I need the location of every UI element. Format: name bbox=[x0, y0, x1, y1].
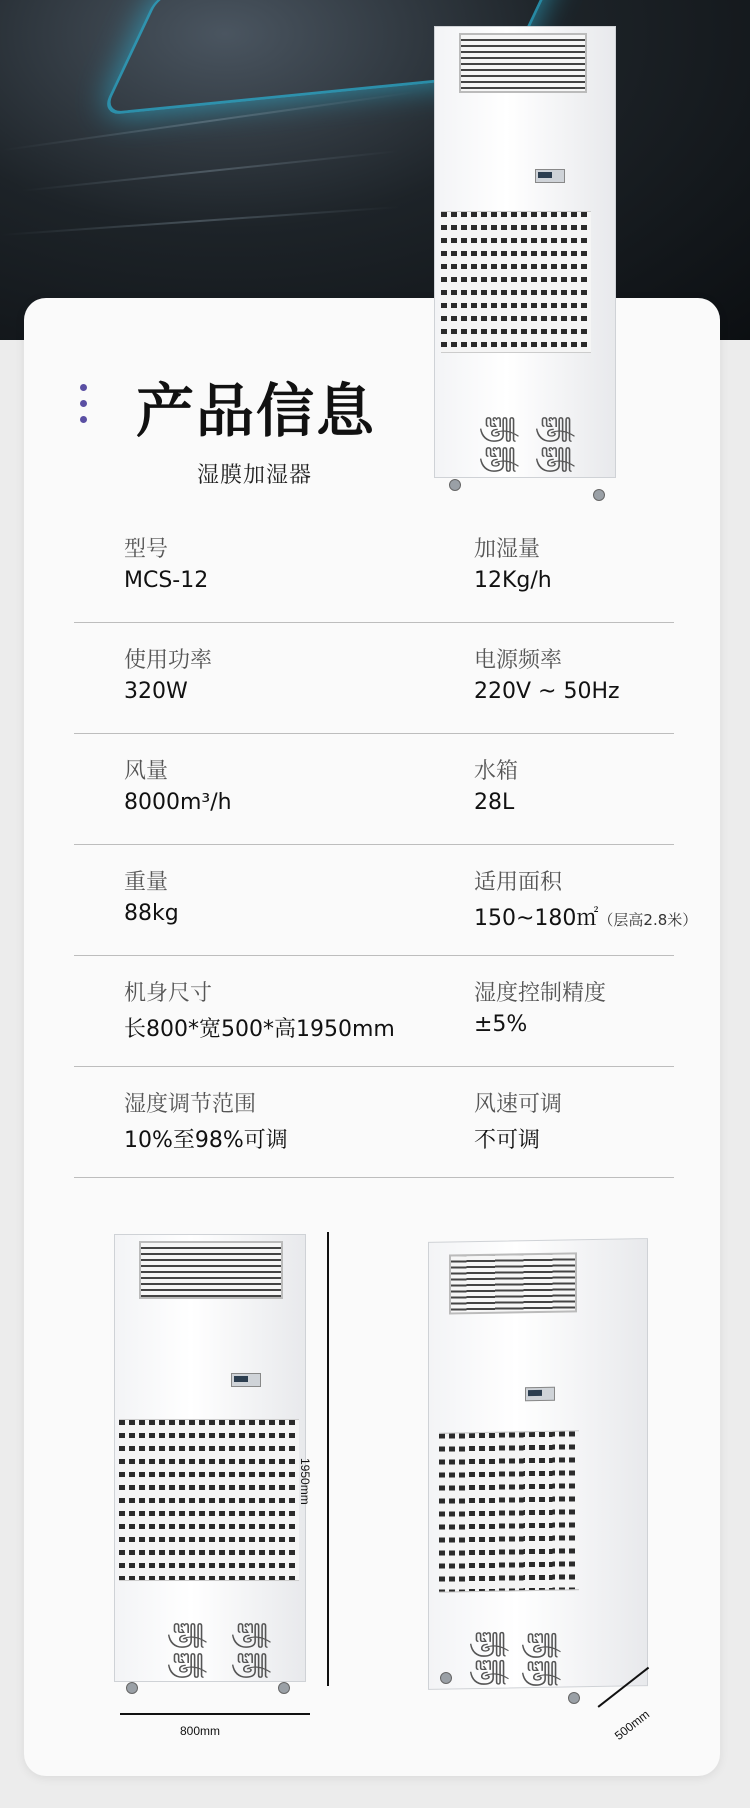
caster-wheel-icon bbox=[449, 479, 461, 491]
swirl-vent-icon: ꧃ bbox=[167, 1647, 204, 1668]
caster-wheel-icon bbox=[278, 1682, 290, 1694]
spec-label: 使用功率 bbox=[124, 648, 213, 673]
spec-label: 风速可调 bbox=[474, 1092, 563, 1117]
spec-label: 湿度调节范围 bbox=[124, 1092, 257, 1117]
hero-stripe bbox=[0, 206, 399, 236]
spec-row bbox=[74, 512, 674, 623]
spec-label: 型号 bbox=[124, 537, 169, 562]
spec-label: 重量 bbox=[124, 870, 169, 895]
display-panel-icon bbox=[525, 1387, 555, 1402]
spec-value: 150~180㎡ bbox=[474, 906, 599, 931]
spec-label: 电源频率 bbox=[474, 648, 563, 673]
spec-note: （层高2.8米） bbox=[598, 911, 698, 929]
air-outlet-vent bbox=[459, 33, 587, 93]
spec-value: ±5% bbox=[474, 1012, 528, 1037]
spec-value: 10%至98%可调 bbox=[124, 1128, 288, 1153]
spec-value: 320W bbox=[124, 679, 188, 704]
spec-row bbox=[74, 1067, 674, 1178]
swirl-vent-icon: ꧃ bbox=[535, 441, 572, 462]
swirl-vent-icon: ꧃ bbox=[521, 1654, 558, 1677]
height-dimension-label: 1950mm bbox=[298, 1458, 312, 1505]
vertical-dots-icon bbox=[80, 384, 88, 432]
spec-label: 风量 bbox=[124, 759, 169, 784]
length-dimension-label: 800mm bbox=[180, 1724, 221, 1738]
spec-value: 长800*宽500*高1950mm bbox=[124, 1017, 395, 1042]
spec-value: 28L bbox=[474, 790, 515, 815]
display-panel-icon bbox=[231, 1373, 261, 1387]
product-image-hero bbox=[434, 26, 616, 478]
swirl-vent-icon: ꧃ bbox=[231, 1617, 268, 1638]
caster-wheel-icon bbox=[440, 1672, 452, 1684]
air-outlet-vent bbox=[449, 1252, 577, 1314]
hero-background bbox=[0, 0, 750, 340]
air-intake-grille bbox=[119, 1419, 299, 1581]
swirl-vent-icon: ꧃ bbox=[167, 1617, 204, 1638]
spec-row bbox=[74, 734, 674, 845]
swirl-vent-icon: ꧃ bbox=[469, 1625, 506, 1648]
spec-label: 机身尺寸 bbox=[124, 981, 213, 1006]
spec-label: 加湿量 bbox=[474, 537, 541, 562]
spec-row bbox=[74, 623, 674, 734]
spec-label: 水箱 bbox=[474, 759, 519, 784]
display-panel-icon bbox=[535, 169, 565, 183]
page-subtitle: 湿膜加湿器 bbox=[197, 463, 313, 488]
swirl-vent-icon: ꧃ bbox=[479, 411, 516, 432]
caster-wheel-icon bbox=[593, 489, 605, 501]
height-dimension-line bbox=[327, 1232, 329, 1686]
air-outlet-vent bbox=[139, 1241, 283, 1299]
spec-label: 适用面积 bbox=[474, 870, 563, 895]
product-angled-view bbox=[428, 1238, 648, 1690]
swirl-vent-icon: ꧃ bbox=[231, 1647, 268, 1668]
product-front-view bbox=[114, 1234, 306, 1682]
swirl-vent-icon: ꧃ bbox=[469, 1653, 506, 1676]
swirl-vent-icon: ꧃ bbox=[521, 1626, 558, 1649]
hero-stripe bbox=[21, 150, 399, 192]
spec-value: MCS-12 bbox=[124, 568, 209, 593]
swirl-vent-icon: ꧃ bbox=[479, 441, 516, 462]
spec-value: 88kg bbox=[124, 901, 179, 926]
air-intake-grille bbox=[439, 1430, 579, 1592]
page-title: 产品信息 bbox=[136, 377, 377, 445]
caster-wheel-icon bbox=[568, 1692, 580, 1704]
spec-value: 8000m³/h bbox=[124, 790, 232, 815]
spec-value: 220V ~ 50Hz bbox=[474, 679, 620, 704]
width-dimension-label: 500mm bbox=[611, 1707, 653, 1743]
spec-value: 12Kg/h bbox=[474, 568, 552, 593]
swirl-vent-icon: ꧃ bbox=[535, 411, 572, 432]
air-intake-grille bbox=[441, 211, 591, 353]
caster-wheel-icon bbox=[126, 1682, 138, 1694]
spec-value-with-note bbox=[474, 901, 697, 932]
spec-label: 湿度控制精度 bbox=[474, 981, 607, 1006]
spec-table bbox=[74, 512, 698, 1178]
spec-row bbox=[74, 845, 698, 956]
spec-row bbox=[74, 956, 674, 1067]
spec-value: 不可调 bbox=[474, 1128, 541, 1153]
length-dimension-line bbox=[120, 1713, 310, 1715]
